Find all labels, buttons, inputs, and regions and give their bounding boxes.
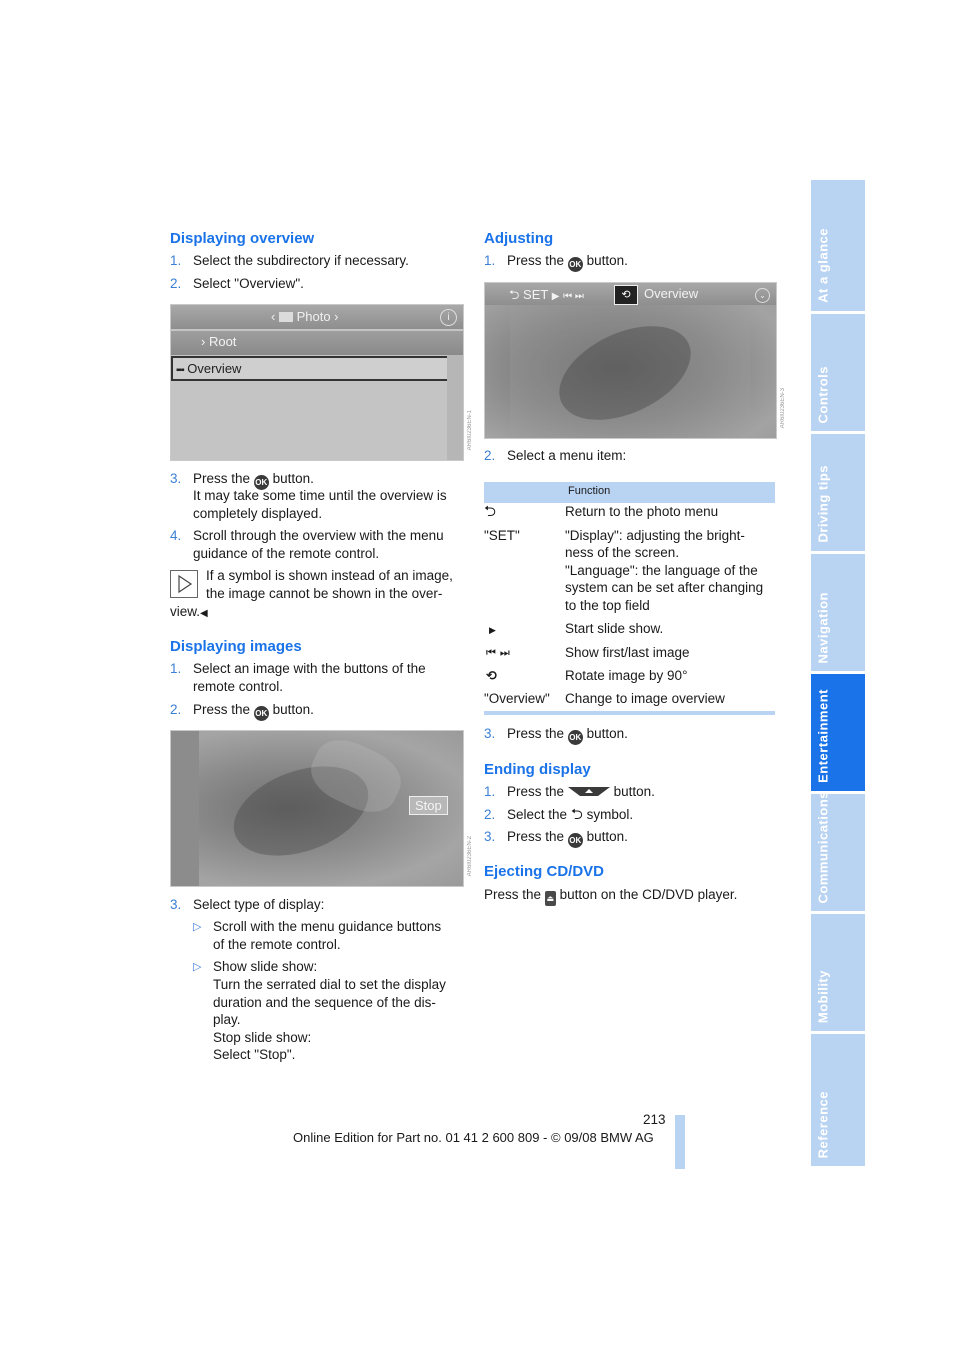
photo-icon — [279, 312, 293, 322]
step-text: Press the OK button. — [507, 252, 628, 272]
grid-icon: ▪▪▪ — [176, 365, 184, 376]
screenshot-photo-slideshow — [170, 730, 464, 887]
heading-adjusting: Adjusting — [484, 230, 554, 247]
play-icon: ▶ — [489, 625, 496, 635]
note-text: If a symbol is shown instead of an image, — [206, 568, 453, 583]
bullet-icon: ▷ — [193, 961, 202, 973]
bullet-text: Show slide show: — [213, 959, 318, 974]
root-item: › Root — [201, 334, 237, 349]
body-text: Press the ⏏ button on the CD/DVD player. — [484, 886, 737, 906]
note-icon — [170, 570, 198, 598]
image-code: AR6I0236EN-1 — [467, 410, 473, 451]
chevron-down-icon: ⌄ — [755, 288, 770, 303]
table-cell: Rotate image by 90° — [565, 668, 688, 683]
ok-icon: OK — [254, 475, 269, 490]
tab-driving-tips[interactable]: Driving tips — [811, 434, 865, 551]
table-cell: "Language": the language of the — [565, 563, 758, 578]
back-icon: ⮌ — [484, 503, 497, 520]
bullet-text: Stop slide show: — [213, 1030, 312, 1045]
ok-icon: OK — [568, 257, 583, 272]
heading-displaying-overview: Displaying overview — [170, 230, 315, 247]
table-cell: Return to the photo menu — [565, 504, 719, 519]
bullet-text: Scroll with the menu guidance buttons — [213, 919, 442, 934]
bullet-text: play. — [213, 1012, 241, 1027]
rotate-icon: ⟲ — [486, 668, 497, 683]
ok-icon: OK — [568, 833, 583, 848]
table-cell: to the top field — [565, 598, 650, 613]
heading-ejecting: Ejecting CD/DVD — [484, 863, 605, 880]
menu-button-icon — [568, 785, 610, 797]
step-number: 4. — [170, 528, 182, 543]
stop-label: Stop — [409, 796, 448, 815]
step-text: Select a menu item: — [507, 448, 627, 463]
step-text: completely displayed. — [193, 506, 323, 521]
step-text: Press the OK button. — [507, 828, 628, 848]
tab-navigation[interactable]: Navigation — [811, 554, 865, 671]
image-code: AR6I0236EN-2 — [467, 836, 473, 877]
heading-displaying-images: Displaying images — [170, 638, 302, 655]
play-icon: ▶ — [551, 291, 560, 302]
step-text: Select the subdirectory if necessary. — [193, 253, 409, 268]
bullet-text: duration and the sequence of the dis- — [213, 995, 436, 1010]
tab-communications[interactable]: Communications — [811, 794, 865, 911]
note-text: view.◀ — [170, 604, 208, 619]
step-text: Select "Overview". — [193, 276, 304, 291]
step-number: 1. — [484, 253, 496, 268]
overview-item: ▪▪▪ Overview — [176, 361, 242, 376]
heading-ending-display: Ending display — [484, 761, 591, 778]
edition-footer: Online Edition for Part no. 01 41 2 600 809 - © 09/08 BMW AG — [293, 1130, 654, 1145]
step-number: 3. — [484, 726, 496, 741]
tab-controls[interactable]: Controls — [811, 314, 865, 431]
photo-header: ‹ Photo › — [271, 309, 339, 324]
step-number: 1. — [170, 661, 182, 676]
table-cell: "SET" — [484, 528, 520, 543]
tab-at-a-glance[interactable]: At a glance — [811, 180, 865, 311]
table-cell: Change to image overview — [565, 691, 725, 706]
bullet-icon: ▷ — [193, 921, 202, 933]
step-text: It may take some time until the overview is — [193, 488, 447, 503]
overview-label: Overview — [644, 286, 699, 301]
step-number: 1. — [170, 253, 182, 268]
step-text: remote control. — [193, 679, 284, 694]
back-icon: ⮌ — [570, 806, 583, 823]
ok-icon: OK — [254, 706, 269, 721]
step-number: 2. — [170, 276, 182, 291]
table-header: Function — [484, 482, 775, 503]
step-text: Select an image with the buttons of the — [193, 661, 426, 676]
page-marker — [675, 1115, 685, 1169]
first-last-icon: ⏮⏭ — [486, 647, 514, 659]
step-number: 2. — [484, 807, 496, 822]
step-number: 3. — [484, 829, 496, 844]
step-text: Press the button. — [507, 784, 655, 799]
bullet-text: Turn the serrated dial to set the display — [213, 977, 446, 992]
eject-icon: ⏏ — [545, 891, 556, 906]
image-code: AR6I0236EN-3 — [780, 388, 786, 429]
tab-mobility[interactable]: Mobility — [811, 914, 865, 1031]
step-number: 3. — [170, 471, 182, 486]
table-cell: ness of the screen. — [565, 545, 680, 560]
table-cell: Show first/last image — [565, 645, 690, 660]
screenshot-photo-adjust — [484, 282, 777, 439]
table-bottom-rule — [484, 711, 775, 715]
step-text: Select type of display: — [193, 897, 325, 912]
step-text: Press the OK button. — [193, 470, 314, 490]
note-text: the image cannot be shown in the over- — [206, 586, 443, 601]
back-icon: ⮌ — [509, 287, 520, 302]
step-number: 2. — [484, 448, 496, 463]
step-text: Press the OK button. — [193, 701, 314, 721]
end-mark-icon: ◀ — [200, 608, 208, 619]
table-cell: Start slide show. — [565, 621, 664, 636]
bullet-text: Select "Stop". — [213, 1047, 296, 1062]
page-number: 213 — [643, 1112, 666, 1127]
screenshot-photo-menu — [170, 304, 464, 461]
step-text: Press the OK button. — [507, 725, 628, 745]
table-cell: "Display": adjusting the bright- — [565, 528, 745, 543]
step-number: 1. — [484, 784, 496, 799]
step-text: Select the ⮌ symbol. — [507, 806, 634, 823]
ok-icon: OK — [568, 730, 583, 745]
tab-entertainment[interactable]: Entertainment — [811, 674, 865, 791]
info-icon: i — [440, 309, 457, 326]
step-text: Scroll through the overview with the menu — [193, 528, 444, 543]
step-number: 3. — [170, 897, 182, 912]
table-cell: "Overview" — [484, 691, 550, 706]
first-last-icon: ⏮ ⏭ — [563, 291, 584, 302]
toolbar-items: ⮌ SET ▶ ⏮ ⏭ — [509, 287, 584, 302]
step-number: 2. — [170, 702, 182, 717]
step-text: guidance of the remote control. — [193, 546, 380, 561]
rotate-icon: ⟲ — [614, 285, 638, 305]
tab-reference[interactable]: Reference — [811, 1034, 865, 1166]
bullet-text: of the remote control. — [213, 937, 341, 952]
table-cell: system can be set after changing — [565, 580, 764, 595]
